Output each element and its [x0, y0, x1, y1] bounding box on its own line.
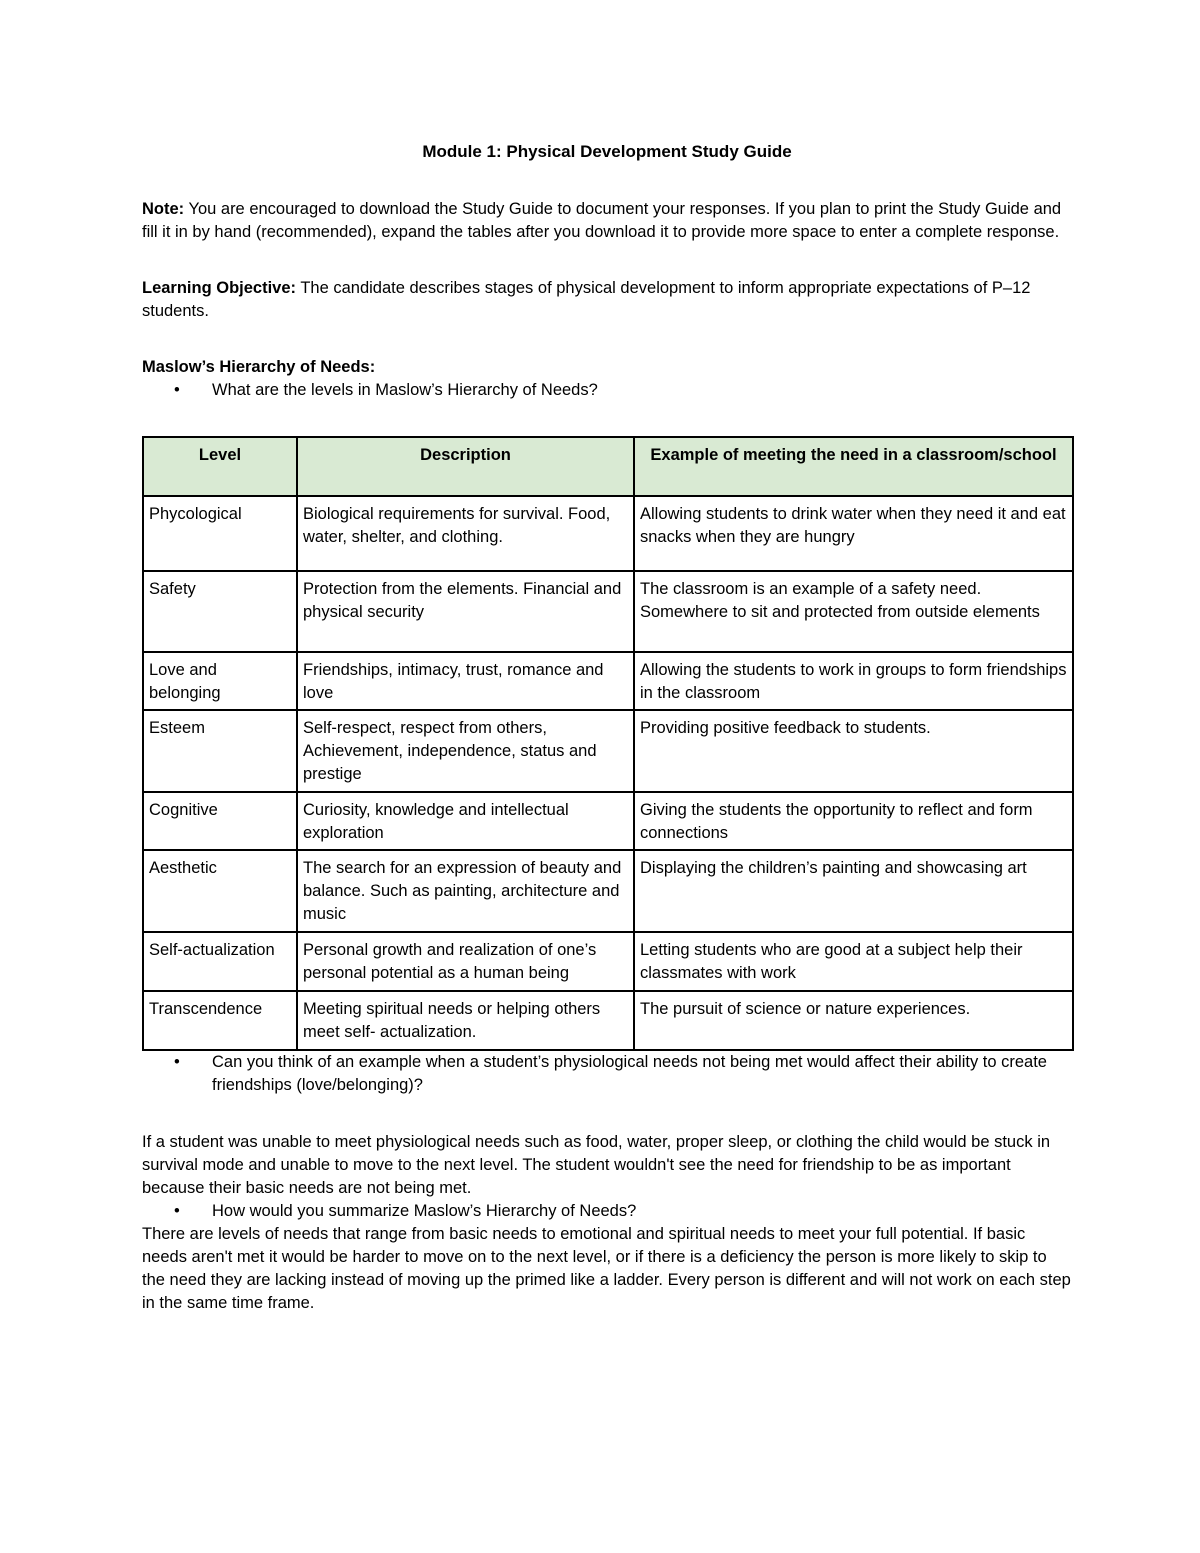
learning-objective-paragraph	[142, 277, 1072, 323]
hierarchy-table-wrapper	[142, 436, 1072, 1051]
cell-description: Meeting spiritual needs or helping others meet self- actualization.	[297, 991, 634, 1050]
hierarchy-table	[142, 436, 1074, 1051]
cell-description: Protection from the elements. Financial and physical security	[297, 571, 634, 652]
cell-description: The search for an expression of beauty and balance. Such as painting, architecture and music	[297, 850, 634, 932]
page-title: Module 1: Physical Development Study Guide	[422, 142, 792, 161]
question-item	[142, 379, 1072, 402]
cell-level: Esteem	[143, 710, 297, 792]
cell-level: Cognitive	[143, 792, 297, 850]
cell-description: Friendships, intimacy, trust, romance and love	[297, 652, 634, 710]
table-row	[143, 652, 1073, 710]
learning-objective-text: The candidate describes stages of physical development to inform appropriate expectations of P–12 students.	[142, 279, 1031, 320]
answer-paragraph-summary: There are levels of needs that range from basic needs to emotional and spiritual needs to meet your full potential. If basic needs aren't met it would be harder to move on to the next level, or if there is a deficiency the person is more likely to skip to the need they are lacking instead of moving up the primed like a ladder. Every person is different and will not work on each step in the same time frame.	[142, 1225, 1071, 1312]
question-item	[142, 1051, 1072, 1097]
cell-level: Transcendence	[143, 991, 297, 1050]
question-text: How would you summarize Maslow’s Hierarchy of Needs?	[212, 1202, 637, 1220]
cell-example: The pursuit of science or nature experiences.	[634, 991, 1073, 1050]
cell-level: Safety	[143, 571, 297, 652]
cell-level: Phycological	[143, 496, 297, 571]
table-row	[143, 991, 1073, 1050]
cell-example: Displaying the children’s painting and showcasing art	[634, 850, 1073, 932]
question-list-1	[142, 379, 1072, 402]
table-row	[143, 571, 1073, 652]
cell-level: Self-actualization	[143, 932, 297, 991]
table-row	[143, 710, 1073, 792]
question-text: Can you think of an example when a student’s physiological needs not being met would affect their ability to create friendships (love/belonging)?	[212, 1053, 1047, 1094]
question-list-2	[142, 1051, 1072, 1097]
cell-example: Allowing students to drink water when they need it and eat snacks when they are hungry	[634, 496, 1073, 571]
header-description: Description	[297, 437, 634, 496]
section-heading: Maslow’s Hierarchy of Needs:	[142, 358, 376, 376]
cell-level: Love and belonging	[143, 652, 297, 710]
note-paragraph	[142, 198, 1072, 244]
cell-description: Self-respect, respect from others, Achievement, independence, status and prestige	[297, 710, 634, 792]
cell-example: The classroom is an example of a safety need. Somewhere to sit and protected from outside elements	[634, 571, 1073, 652]
cell-description: Personal growth and realization of one’s personal potential as a human being	[297, 932, 634, 991]
answer-paragraph-friendship: If a student was unable to meet physiological needs such as food, water, proper sleep, or clothing the child would be stuck in survival mode and unable to move to the next level. The student wouldn't see the need for friendship to be as important because their basic needs are not being met.	[142, 1133, 1051, 1197]
cell-example: Giving the students the opportunity to reflect and form connections	[634, 792, 1073, 850]
note-label: Note:	[142, 200, 185, 218]
table-row	[143, 792, 1073, 850]
cell-level: Aesthetic	[143, 850, 297, 932]
table-header-row	[143, 437, 1073, 496]
cell-example: Providing positive feedback to students.	[634, 710, 1073, 792]
bullet-icon: •	[174, 1053, 180, 1071]
table-row	[143, 496, 1073, 571]
document-page	[142, 138, 1072, 1315]
cell-description: Biological requirements for survival. Food, water, shelter, and clothing.	[297, 496, 634, 571]
cell-description: Curiosity, knowledge and intellectual exploration	[297, 792, 634, 850]
cell-example: Allowing the students to work in groups to form friendships in the classroom	[634, 652, 1073, 710]
bullet-icon: •	[174, 1202, 180, 1220]
header-example: Example of meeting the need in a classroom/school	[634, 437, 1073, 496]
learning-objective-label: Learning Objective:	[142, 279, 297, 297]
question-list-3	[142, 1200, 1072, 1223]
cell-example: Letting students who are good at a subject help their classmates with work	[634, 932, 1073, 991]
table-row	[143, 932, 1073, 991]
bullet-icon: •	[174, 381, 180, 399]
question-text: What are the levels in Maslow’s Hierarchy of Needs?	[212, 381, 598, 399]
table-row	[143, 850, 1073, 932]
question-item	[142, 1200, 1072, 1223]
header-level: Level	[143, 437, 297, 496]
note-text: You are encouraged to download the Study Guide to document your responses. If you plan to print the Study Guide and fill it in by hand (recommended), expand the tables after you download it to provide more space to enter a complete response.	[142, 200, 1062, 241]
